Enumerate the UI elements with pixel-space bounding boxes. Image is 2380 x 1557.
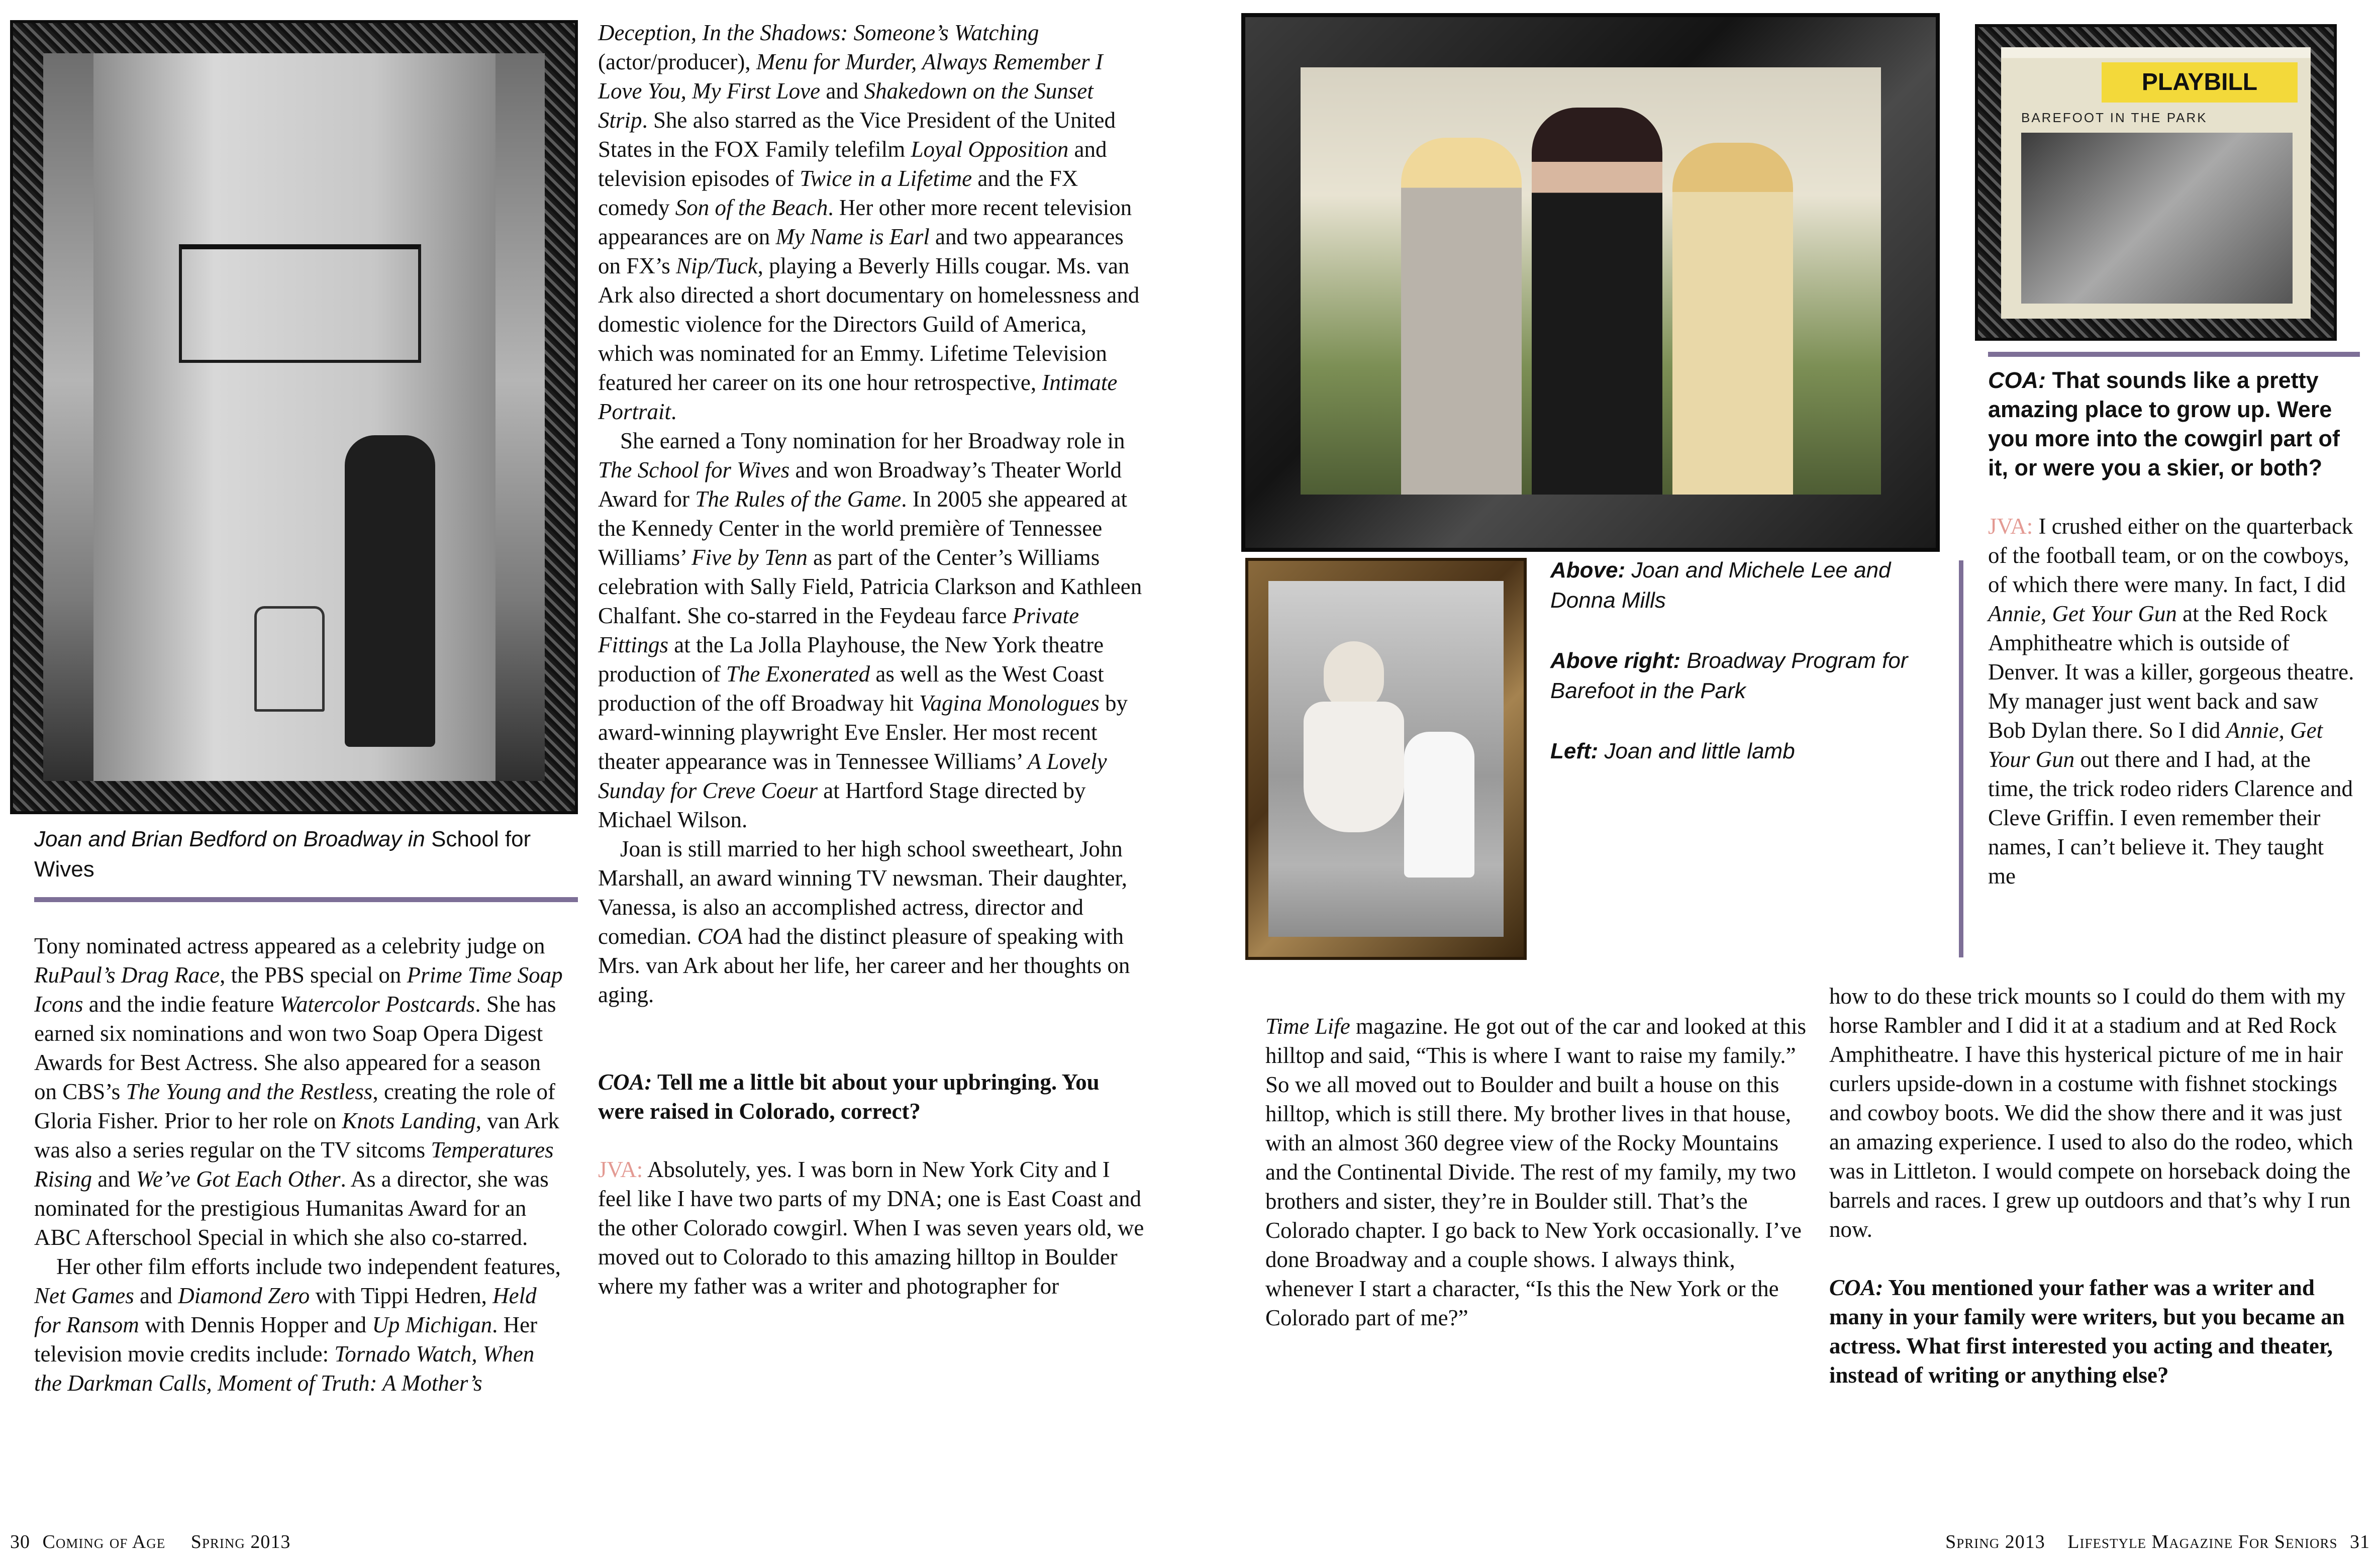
question-label: COA: (1988, 367, 2046, 393)
italic-title: We’ve Got Each Other (136, 1166, 341, 1192)
italic-title: Time Life (1265, 1014, 1350, 1039)
italic-title: Twice in a Lifetime (800, 166, 972, 191)
col3-paragraph-1 (1265, 1012, 1808, 1332)
text-run: at Hartford Stage directed by Michael Wilson. (598, 778, 1086, 832)
question-text: Tell me a little bit about your upbringing. You were raised in Colorado, correct? (598, 1069, 1100, 1124)
italic-title: Watercolor Postcards (279, 992, 475, 1017)
column-3 (1265, 1012, 1808, 1332)
column-1 (34, 931, 567, 1398)
photo-three-women (1301, 67, 1881, 495)
answer-label: JVA: (1988, 514, 2033, 539)
col1-paragraph-2 (34, 1252, 567, 1398)
text-run: at the La Jolla Playhouse, the New York theatre production of (598, 632, 1104, 687)
playbill-photo (2021, 133, 2293, 304)
text-run: and the FX comedy (598, 166, 1078, 220)
answer-cowgirl-top (1988, 512, 2355, 891)
text-run: She earned a Tony nomination for her Broadway role in (620, 428, 1125, 453)
playbill-cover (2001, 47, 2311, 319)
text-run: by award-winning playwright Eve Ensler. Her most recent theater appearance was in Tennessee Williams’ (598, 691, 1128, 774)
photo-frame-trio (1241, 13, 1940, 552)
captions-block (1550, 555, 1952, 766)
caption-stage-photo (34, 824, 567, 885)
page-number-left: 30 (10, 1531, 30, 1552)
col2-paragraph-2 (598, 426, 1146, 834)
italic-title: Five by Tenn (691, 545, 808, 570)
caption-above (1550, 555, 1952, 616)
text-run: . Her other more recent television appearances are on (598, 195, 1132, 249)
footer-season-left: Spring 2013 (190, 1531, 291, 1552)
italic-title: Vagina Monologues (919, 691, 1100, 716)
italic-title: Temperatures Rising (34, 1137, 554, 1192)
caption-above-label: Above: (1550, 558, 1626, 582)
col2-paragraph-1 (598, 18, 1146, 426)
caption-above-right-label: Above right: (1550, 648, 1681, 673)
text-run: Tony nominated actress appeared as a celebrity judge on (34, 933, 545, 958)
text-run: . Her television movie credits include: (34, 1312, 538, 1367)
text-run: Joan is still married to her high school sweetheart, John Marshall, an award winning TV newsman. Their daughter, Vanessa, is also an accomplished actress, director and comedian. (598, 836, 1127, 949)
column-4-bottom (1829, 982, 2362, 1390)
playbill-divider (1988, 352, 2360, 357)
italic-title: Son of the Beach (675, 195, 828, 220)
text-run: and (92, 1166, 136, 1192)
italic-title: Menu for Murder, Always Remember I Love You, My First Love (598, 49, 1103, 104)
caption-above-right (1550, 646, 1952, 706)
question-upbringing (598, 1067, 1146, 1126)
italic-title: Annie, Get Your Gun (1988, 718, 2323, 772)
text-run: . (671, 399, 677, 424)
text-run: and won Broadway’s Theater World Award for (598, 457, 1122, 512)
column-4-top (1988, 366, 2355, 891)
footer-season-right: Spring 2013 (1945, 1531, 2045, 1552)
footer-publication-right: Lifestyle Magazine For Seniors (2067, 1531, 2338, 1552)
question-label: COA: (598, 1069, 652, 1095)
text-run: magazine. He got out of the car and looked at this hilltop and said, “This is where I want to raise my family.” So we all moved out to Boulder and built a house on this hilltop, which is still there. My brother lives in that house, with an almost 360 degree view of the Rocky Mountains and the Continental Divide. The rest of my family, my two brothers and sister, they’re in Boulder still. That’s the Colorado chapter. I go back to New York occasionally. I’ve done Broadway and a couple shows. I always think, whenever I start a character, “Is this the New York or the Colorado part of me?” (1265, 1014, 1806, 1330)
playbill-title: PLAYBILL (2102, 62, 2298, 103)
caption-above-right-text: Broadway Program for Barefoot in the Park (1550, 648, 1908, 703)
answer-upbringing (598, 1155, 1146, 1301)
caption-stage-prefix: Joan and Brian Bedford on Broadway in (34, 827, 432, 851)
question-acting (1829, 1273, 2362, 1390)
photo-frame-playbill (1975, 24, 2337, 341)
text-run: . In 2005 she appeared at the Kennedy Center in the world première of Tennessee Williams’ (598, 486, 1128, 570)
footer-publication-left: Coming of Age (42, 1531, 166, 1552)
italic-title: The Exonerated (726, 661, 870, 687)
question-label: COA: (1829, 1275, 1883, 1300)
italic-title: The School for Wives (598, 457, 790, 482)
text-run: with Tippi Hedren, (310, 1283, 493, 1308)
answer-label: JVA: (598, 1157, 643, 1182)
question-text: That sounds like a pretty amazing place to grow up. Were you more into the cowgirl part of it, or were you a skier, or both? (1988, 367, 2340, 480)
text-run: as well as the West Coast production of the off Broadway hit (598, 661, 1104, 716)
text-run: with Dennis Hopper and (139, 1312, 372, 1337)
text-run: and two appearances on FX’s (598, 224, 1124, 278)
italic-title: Annie, Get Your Gun (1988, 601, 2177, 626)
page-number-right: 31 (2350, 1531, 2370, 1552)
text-run: out there and I had, at the time, the trick rodeo riders Clarence and Cleve Griffin. I even remember their names, I can’t believe it. They taught me (1988, 747, 2353, 889)
italic-title: Deception, In the Shadows: Someone’s Watching (598, 20, 1039, 45)
italic-title: My Name is Earl (775, 224, 930, 249)
italic-title: Private Fittings (598, 603, 1079, 657)
italic-title: Shakedown on the Sunset Strip (598, 78, 1094, 133)
vertical-divider (1959, 560, 1963, 957)
text-run: as part of the Center’s Williams celebration with Sally Field, Patricia Clarkson and Kathleen Chalfant. She co-starred in the Feydeau farce (598, 545, 1142, 628)
text-run: . She also starred as the Vice President of the United States in the FOX Family telefilm (598, 108, 1116, 162)
italic-title: Knots Landing (342, 1108, 476, 1133)
photo-frame-stage (10, 20, 578, 814)
text-run: I crushed either on the quarterback of the football team, or on the cowboys, of which there were many. In fact, I did (1988, 514, 2353, 597)
italic-title: Tornado Watch, When the Darkman Calls, Moment of Truth: A Mother’s (34, 1341, 535, 1396)
text-run: , the PBS special on (220, 962, 407, 988)
text-run: , creating the role of Gloria Fisher. Prior to her role on (34, 1079, 556, 1133)
text-run: . She has earned six nominations and won two Soap Opera Digest Awards for Best Actress. She also appeared for a season on CBS’s (34, 992, 556, 1104)
italic-title: RuPaul’s Drag Race (34, 962, 220, 988)
photo-stage-balcony (43, 53, 545, 781)
italic-title: Net Games (34, 1283, 134, 1308)
text-run: and television episodes of (598, 137, 1107, 191)
caption-left-text: Joan and little lamb (1604, 739, 1795, 763)
text-run: (actor/producer), (598, 49, 756, 74)
photo-girl-lamb (1268, 581, 1504, 937)
caption-stage-suffix: School for Wives (34, 827, 531, 882)
caption-above-text: Joan and Michele Lee and Donna Mills (1550, 558, 1891, 613)
photo-frame-lamb (1245, 558, 1527, 960)
italic-title: Prime Time Soap Icons (34, 962, 563, 1017)
italic-title: Diamond Zero (178, 1283, 310, 1308)
caption-left (1550, 736, 1952, 766)
text-run: had the distinct pleasure of speaking with Mrs. van Ark about her life, her career and her thoughts on aging. (598, 924, 1130, 1007)
text-run: , playing a Beverly Hills cougar. Ms. van Ark also directed a short documentary on homelessness and domestic violence for the Directors Guild of America, which was nominated for an Emmy. Lifetime Television featured her career on its one hour retrospective, (598, 253, 1140, 395)
col2-paragraph-3 (598, 834, 1146, 1009)
question-text: You mentioned your father was a writer and many in your family were writers, but you became an actress. What first interested you acting and theater, instead of writing or anything else? (1829, 1275, 2345, 1388)
text-run: , van Ark was also a series regular on the TV sitcoms (34, 1108, 559, 1162)
italic-title: Loyal Opposition (911, 137, 1069, 162)
column-2 (598, 18, 1146, 1301)
italic-title: Intimate Portrait (598, 370, 1118, 424)
answer-cowgirl-bottom: how to do these trick mounts so I could do them with my horse Rambler and I did it at a stadium and at Red Rock Amphitheatre. I have this hysterical picture of me in hair curlers upside-down in a costume with fishnet stockings and cowboy boots. We did the show there and it was just an amazing experience. I used to also do the rodeo, which was in Littleton. I would compete on horseback doing the barrels and races. I grew up outdoors and that’s why I run now. (1829, 984, 2353, 1242)
italic-title: The Young and the Restless (126, 1079, 373, 1104)
col1-paragraph-1 (34, 931, 567, 1252)
italic-title: Nip/Tuck (676, 253, 758, 278)
italic-title: A Lovely Sunday for Creve Coeur (598, 749, 1107, 803)
italic-title: Held for Ransom (34, 1283, 537, 1337)
question-cowgirl (1988, 366, 2355, 482)
text-run: and the indie feature (83, 992, 280, 1017)
footer-left (10, 1531, 290, 1553)
italic-title: COA (697, 924, 743, 949)
answer-text: Absolutely, yes. I was born in New York City and I feel like I have two parts of my DNA; one is East Coast and the other Colorado cowgirl. When I was seven years old, we moved out to Colorado to this amazing hilltop in Boulder where my father was a writer and photographer for (598, 1157, 1144, 1299)
italic-title: The Rules of the Game (695, 486, 902, 512)
footer-right (1945, 1531, 2370, 1553)
text-run: and (820, 78, 864, 104)
text-run: . As a director, she was nominated for the prestigious Humanitas Award for an ABC Afterschool Special in which she also co-starred. (34, 1166, 549, 1250)
caption-divider (34, 897, 578, 902)
caption-left-label: Left: (1550, 739, 1599, 763)
text-run: Her other film efforts include two independent features, (56, 1254, 561, 1279)
playbill-show: BAREFOOT IN THE PARK (2021, 110, 2208, 125)
text-run: and (134, 1283, 178, 1308)
text-run: at the Red Rock Amphitheatre which is outside of Denver. It was a killer, gorgeous theatre. My manager just went back and saw Bob Dylan there. So I did (1988, 601, 2354, 743)
italic-title: Up Michigan (372, 1312, 492, 1337)
